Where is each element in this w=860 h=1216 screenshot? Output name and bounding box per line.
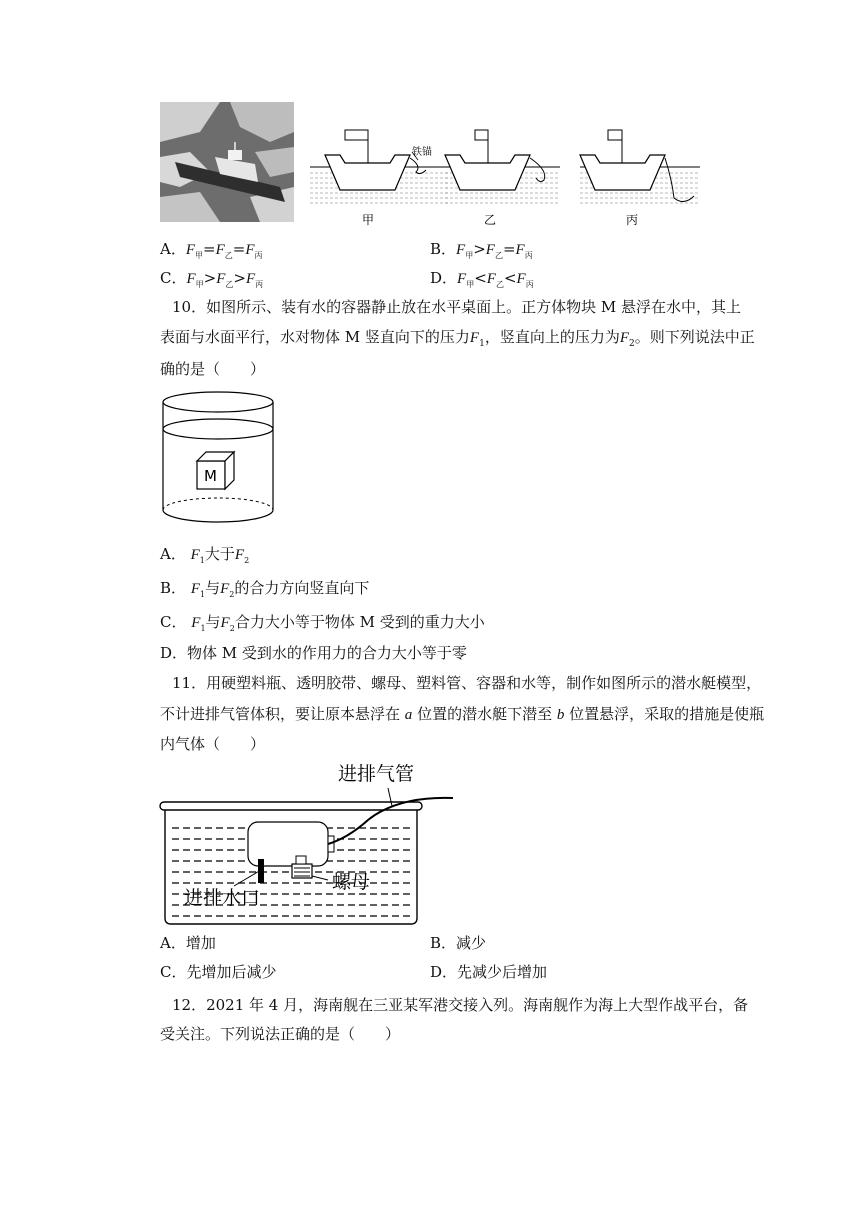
q11-line-1: 11．用硬塑料瓶、透明胶带、螺母、塑料管、容器和水等，制作如图所示的潜水艇模型， (172, 674, 762, 692)
cube-m (197, 452, 234, 489)
panel-label-jia: 甲 (362, 213, 375, 227)
q12-line-2: 受关注。下列说法正确的是（ ） (160, 1025, 401, 1043)
nut-label: 螺母 (332, 871, 371, 893)
q9-option-a: A．$F_甲=F_乙=F_丙$ (160, 240, 263, 260)
q10-line-3: 确的是（ ） (160, 360, 266, 378)
cube-label: M (204, 467, 217, 485)
q11-option-b: B．减少 (430, 934, 487, 952)
container-cylinder-figure (160, 388, 280, 528)
q9-option-d: D．$F_甲<F_乙<F_丙$ (430, 269, 534, 289)
q11-option-d: D．先减少后增加 (430, 963, 548, 981)
anchor-ships-figure (300, 120, 710, 232)
q11-line-2: 不计进排气管体积，要让原本悬浮在 a 位置的潜水艇下潜至 b 位置悬浮，采取的措施是使瓶 (160, 705, 765, 723)
anchor-label: 铁锚 (412, 147, 432, 158)
panel-label-bing: 丙 (626, 213, 639, 227)
q10-option-b: B． $F_1$与$F_2$的合力方向竖直向下 (160, 579, 370, 599)
submarine-model-figure (158, 758, 458, 928)
q10-line-2: 表面与水面平行，水对物体 M 竖直向下的压力$F_1$，竖直向上的压力为$F_2$。则下列说法中正 (160, 328, 755, 349)
icebreaker-photo (160, 102, 294, 222)
q11-line-3: 内气体（ ） (160, 735, 266, 753)
q9-option-b: B．$F_甲>F_乙=F_丙$ (430, 240, 533, 260)
pipe-label: 进排气管 (338, 763, 415, 785)
inlet-label: 进排水口 (184, 887, 261, 909)
ship-panel-jia (310, 130, 450, 227)
q10-line-1: 10．如图所示、装有水的容器静止放在水平桌面上。正方体物块 M 悬浮在水中，其上 (172, 298, 741, 316)
q11-option-a: A．增加 (160, 934, 216, 952)
q11-option-c: C．先增加后减少 (160, 963, 277, 981)
panel-label-yi: 乙 (484, 213, 497, 227)
q10-option-c: C． $F_1$与$F_2$合力大小等于物体 M 受到的重力大小 (160, 613, 485, 633)
q10-option-d: D．物体 M 受到水的作用力的合力大小等于零 (160, 644, 467, 662)
ship-panel-bing (580, 130, 700, 227)
q9-option-c: C．$F_甲>F_乙>F_丙$ (160, 269, 264, 289)
q12-line-1: 12．2021 年 4 月，海南舰在三亚某军港交接入列。海南舰作为海上大型作战平台，备 (172, 996, 749, 1014)
ship-panel-yi (445, 130, 560, 227)
icebreaker-photo-drawing (160, 102, 294, 222)
q10-option-a: A． $F_1$大于$F_2$ (160, 545, 250, 565)
